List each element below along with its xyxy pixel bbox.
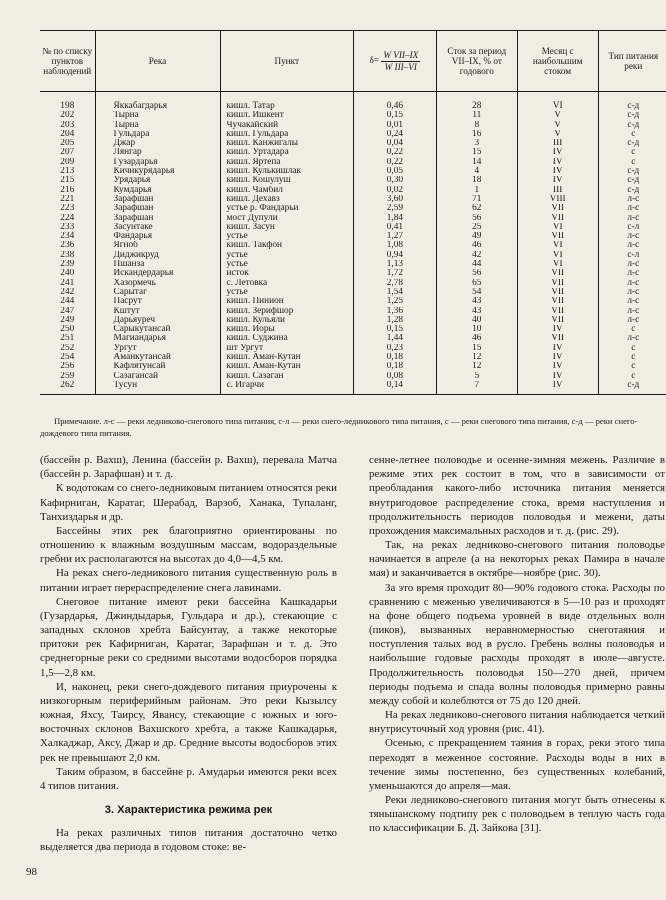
cell-station-number: 204: [60, 129, 75, 139]
cell-runoff: 65: [436, 279, 517, 288]
cell-type: л-с: [598, 316, 666, 325]
cell-river: Тусун: [95, 381, 220, 395]
cell-type: л-с: [598, 260, 666, 269]
cell-type: л-с: [598, 279, 666, 288]
cell-station-number: 262: [60, 380, 75, 390]
cell-month: IV: [517, 167, 598, 176]
table-row: [40, 204, 666, 213]
cell-river: Искандердарья: [95, 269, 220, 278]
cell-type: л-с: [598, 195, 666, 204]
cell-ratio: 0,23: [353, 344, 436, 353]
cell-runoff: 15: [436, 344, 517, 353]
cell-runoff: 46: [436, 241, 517, 250]
table-row: [40, 288, 666, 297]
cell-type: с: [598, 372, 666, 381]
table-row: [40, 334, 666, 343]
cell-river: Кафлятунсай: [95, 362, 220, 371]
cell-point: кишл. Зерифшор: [220, 307, 353, 316]
cell-month: IV: [517, 158, 598, 167]
cell-point: кишл. Сазаган: [220, 372, 353, 381]
cell-ratio: 1,08: [353, 241, 436, 250]
cell-station-number: 239: [60, 260, 75, 270]
table-row: [40, 186, 666, 195]
cell-point: кишл. Засун: [220, 223, 353, 232]
cell-runoff: 4: [436, 167, 517, 176]
cell-type: с-д: [598, 381, 666, 395]
cell-month: VII: [517, 269, 598, 278]
cell-runoff: 43: [436, 307, 517, 316]
cell-runoff: 46: [436, 334, 517, 343]
table-row: [40, 92, 666, 112]
cell-type: с-д: [598, 139, 666, 148]
cell-river: Ургут: [95, 344, 220, 353]
cell-runoff: 15: [436, 148, 517, 157]
cell-month: IV: [517, 344, 598, 353]
cell-point: Чучакайский: [220, 121, 353, 130]
cell-runoff: 18: [436, 176, 517, 185]
table-row: [40, 241, 666, 250]
table-body: [40, 92, 666, 395]
cell-point: мост Дупули: [220, 214, 353, 223]
cell-station-number: 249: [60, 315, 75, 325]
paragraph: сенне-летнее половодье и осенне-зимняя межень. Различие в режиме этих рек состоит в том, что в зависимости от преобладания какого-либо источника питания меняется внутригодовое распределение стока, время наступления и продолжительность периодов половодья и межени, даты прохождения максимальных расходов и т. д. (рис. 29).: [369, 454, 665, 537]
cell-station-number: 223: [60, 204, 75, 214]
cell-month: III: [517, 139, 598, 148]
cell-ratio: 0,30: [353, 176, 436, 185]
ratio-numerator: W VII–IX: [383, 50, 419, 61]
cell-runoff: 56: [436, 214, 517, 223]
cell-station-number: 251: [60, 334, 75, 344]
cell-station-number: 247: [60, 306, 75, 316]
table-row: [40, 353, 666, 362]
cell-river: Кумдарья: [95, 186, 220, 195]
table-row: [40, 325, 666, 334]
table-row: [40, 251, 666, 260]
cell-station-number: 224: [60, 213, 75, 223]
cell-point: устье р. Фандарьи: [220, 204, 353, 213]
cell-point: кишл. Кульяли: [220, 316, 353, 325]
cell-river: Кичикурядарья: [95, 167, 220, 176]
cell-type: л-с: [598, 204, 666, 213]
cell-ratio: 0,22: [353, 148, 436, 157]
cell-station-number: 238: [60, 250, 75, 260]
cell-river: Зарафшан: [95, 204, 220, 213]
cell-month: IV: [517, 381, 598, 395]
cell-type: л-с: [598, 307, 666, 316]
cell-month: IV: [517, 176, 598, 185]
cell-runoff: 14: [436, 158, 517, 167]
table-row: [40, 372, 666, 381]
cell-type: с: [598, 148, 666, 157]
cell-point: кишл. Аман-Кутан: [220, 362, 353, 371]
cell-point: кишл. Дехавз: [220, 195, 353, 204]
header-type: Тип питания реки: [598, 31, 666, 92]
cell-station-number: 213: [60, 167, 75, 177]
cell-month: IV: [517, 325, 598, 334]
cell-river: Сарытаг: [95, 288, 220, 297]
cell-type: с: [598, 325, 666, 334]
table-row: [40, 130, 666, 139]
cell-ratio: 1,13: [353, 260, 436, 269]
paragraph: Так, на реках ледниково-снегового питания половодье начинается в апреле (а на некоторых реках Памира в начале мая) и заканчивается в октябре—ноябре (рис. 30).: [369, 539, 665, 580]
table-row: [40, 344, 666, 353]
cell-river: Джар: [95, 139, 220, 148]
cell-runoff: 71: [436, 195, 517, 204]
cell-type: с-д: [598, 176, 666, 185]
cell-station-number: 209: [60, 157, 75, 167]
cell-month: IV: [517, 353, 598, 362]
cell-type: л-с: [598, 214, 666, 223]
cell-station-number: 242: [60, 287, 75, 297]
cell-ratio: 0,22: [353, 158, 436, 167]
paragraph: Снеговое питание имеют реки бассейна Кашкадарьи (Гузардарья, Джиндыдарья, Гульдара и др.), стекающие с западных склонов хребта Байсунтау, а также некоторые притоки рек Кафирниган, Каратаг, Зарафшан и т. д. Это среднегорные реки со средними высотами водосборов порядка 1,5—2,8 км.: [40, 595, 337, 679]
cell-month: VII: [517, 288, 598, 297]
page-number: 98: [26, 866, 37, 878]
cell-runoff: 25: [436, 223, 517, 232]
table-row: [40, 381, 666, 395]
header-point: Пункт: [220, 31, 353, 92]
cell-river: Дарьяуреч: [95, 316, 220, 325]
cell-type: с: [598, 353, 666, 362]
cell-station-number: 240: [60, 269, 75, 279]
cell-ratio: 1,72: [353, 269, 436, 278]
cell-river: Хазормечь: [95, 279, 220, 288]
cell-station-number: 221: [60, 194, 75, 204]
cell-ratio: 0,04: [353, 139, 436, 148]
cell-station-number: 234: [60, 232, 75, 242]
section-heading: 3. Характеристика режима рек: [104, 804, 273, 817]
cell-point: кишл. Яртепа: [220, 158, 353, 167]
cell-runoff: 28: [436, 92, 517, 112]
cell-runoff: 10: [436, 325, 517, 334]
cell-type: с-д: [598, 111, 666, 120]
cell-river: Фандарья: [95, 232, 220, 241]
table-row: [40, 260, 666, 269]
cell-station-number: 254: [60, 353, 75, 363]
cell-month: V: [517, 121, 598, 130]
paragraph: К водотокам со снего-ледниковым питанием относятся реки Кафирниган, Каратаг, Шерабад, Варзоб, Ханака, Тупаланг, Танхиздарья и др.: [40, 482, 337, 523]
table-footnote: Примечание. л-с — реки ледниково-снегового типа питания, с-л — реки снего-ледникового типа питания, с — реки снегового типа питания, с-д — реки снего-дождевого типа питания.: [40, 416, 638, 438]
paragraph: Реки ледниково-снегового питания могут быть отнесены к тяньшанскому подтипу рек с половодьем в теплую часть года по классификации Б. Д. Зайкова [31].: [369, 794, 665, 835]
cell-ratio: 2,59: [353, 204, 436, 213]
cell-point: кишл. Канжигалы: [220, 139, 353, 148]
paragraph: Осенью, с прекращением таяния в горах, реки этого типа переходят в меженное состояние. Расходы воды в них в течение зимы постепенно, без существенных колебаний, уменьшаются до апреля—мая.: [369, 737, 665, 792]
cell-point: кишл. Уртадара: [220, 148, 353, 157]
cell-river: Кштут: [95, 307, 220, 316]
cell-ratio: 2,78: [353, 279, 436, 288]
cell-ratio: 3,60: [353, 195, 436, 204]
table-row: [40, 307, 666, 316]
cell-ratio: 0,14: [353, 381, 436, 395]
cell-ratio: 0,08: [353, 372, 436, 381]
paragraph: (бассейн р. Вахш), Ленина (бассейн р. Вахш), перевала Матча (бассейн р. Зарафшан) и т. д.: [40, 454, 337, 481]
cell-type: с-л: [598, 251, 666, 260]
cell-station-number: 233: [60, 222, 75, 232]
cell-station-number: 216: [60, 185, 75, 195]
paragraph: На реках ледниково-снегового питания наблюдается четкий внутрисуточный ход уровня (рис. 41).: [369, 709, 665, 736]
table-row: [40, 167, 666, 176]
cell-point: кишл. Аман-Кутан: [220, 353, 353, 362]
cell-month: V: [517, 111, 598, 120]
cell-month: VI: [517, 260, 598, 269]
cell-ratio: 1,25: [353, 297, 436, 306]
cell-station-number: 205: [60, 139, 75, 149]
cell-runoff: 49: [436, 232, 517, 241]
cell-ratio: 0,01: [353, 121, 436, 130]
right-text-column: [369, 453, 665, 836]
cell-runoff: 44: [436, 260, 517, 269]
cell-ratio: 1,36: [353, 307, 436, 316]
table-row: [40, 139, 666, 148]
cell-river: Урядарья: [95, 176, 220, 185]
cell-point: кишл. Татар: [220, 92, 353, 112]
table-row: [40, 111, 666, 120]
table-row: [40, 158, 666, 167]
cell-point: шт Ургут: [220, 344, 353, 353]
table-header-row: [40, 31, 666, 92]
cell-ratio: 0,41: [353, 223, 436, 232]
cell-month: VII: [517, 297, 598, 306]
cell-type: с: [598, 344, 666, 353]
ratio-prefix: δ=: [369, 55, 380, 66]
cell-runoff: 12: [436, 353, 517, 362]
table-row: [40, 316, 666, 325]
cell-month: VI: [517, 241, 598, 250]
river-regime-table: [40, 30, 666, 395]
cell-station-number: 252: [60, 343, 75, 353]
header-month: Месяц с наибольшим стоком: [517, 31, 598, 92]
cell-station-number: 236: [60, 241, 75, 251]
cell-type: с-д: [598, 167, 666, 176]
cell-month: IV: [517, 362, 598, 371]
cell-month: VII: [517, 334, 598, 343]
cell-ratio: 0,94: [353, 251, 436, 260]
cell-type: л-с: [598, 297, 666, 306]
cell-ratio: 0,46: [353, 92, 436, 112]
cell-river: Сазагансай: [95, 372, 220, 381]
paragraph: На реках снего-ледникового питания существенную роль в питании играет перераспределение снега лавинами.: [40, 567, 337, 594]
cell-type: л-с: [598, 241, 666, 250]
cell-station-number: 259: [60, 371, 75, 381]
cell-ratio: 1,44: [353, 334, 436, 343]
cell-river: Ягноб: [95, 241, 220, 250]
cell-runoff: 5: [436, 372, 517, 381]
cell-ratio: 1,54: [353, 288, 436, 297]
cell-ratio: 1,84: [353, 214, 436, 223]
cell-type: с-д: [598, 186, 666, 195]
cell-ratio: 0,02: [353, 186, 436, 195]
cell-runoff: 62: [436, 204, 517, 213]
cell-ratio: 0,18: [353, 353, 436, 362]
cell-month: V: [517, 130, 598, 139]
cell-river: Зарафшан: [95, 214, 220, 223]
cell-runoff: 7: [436, 381, 517, 395]
header-station-number: № по списку пунктов наблюдений: [42, 45, 93, 77]
cell-ratio: 0,15: [353, 325, 436, 334]
cell-runoff: 11: [436, 111, 517, 120]
cell-river: Тырна: [95, 121, 220, 130]
cell-point: кишл. Такфон: [220, 241, 353, 250]
cell-ratio: 0,18: [353, 362, 436, 371]
paragraph: И, наконец, реки снего-дождевого питания приурочены к низкогорным периферийным районам. Это реки Кызылсу южная, Яхсу, Таирсу, Явансу, стекающие с южных и юго-восточных склонов Вахшского хребта, а также Кашкадарья, Халкаджар, Аксу, Джар и др. Средние высоты водосборов этих рек не превышают 2,0 км.: [40, 680, 337, 764]
cell-runoff: 8: [436, 121, 517, 130]
cell-type: с-д: [598, 121, 666, 130]
cell-river: Аманкутансай: [95, 353, 220, 362]
table-row: [40, 176, 666, 185]
cell-river: Гузардарья: [95, 158, 220, 167]
table-row: [40, 223, 666, 232]
cell-ratio: 0,05: [353, 167, 436, 176]
cell-point: устье: [220, 260, 353, 269]
cell-month: VII: [517, 279, 598, 288]
cell-point: кишл. Чамбил: [220, 186, 353, 195]
cell-station-number: 207: [60, 148, 75, 158]
cell-runoff: 40: [436, 316, 517, 325]
cell-station-number: 215: [60, 176, 75, 186]
cell-type: л-с: [598, 232, 666, 241]
paragraph: На реках различных типов питания достаточно четко выделяется два периода в годовом стоке: ве-: [40, 826, 337, 853]
cell-river: Засунтаке: [95, 223, 220, 232]
cell-month: VII: [517, 204, 598, 213]
paragraph: Таким образом, в бассейне р. Амударьи имеются реки всех 4 типов питания.: [40, 765, 337, 792]
cell-type: с: [598, 130, 666, 139]
cell-point: кишл. Иоры: [220, 325, 353, 334]
cell-month: VI: [517, 251, 598, 260]
cell-station-number: 198: [60, 101, 75, 111]
left-text-column: [40, 453, 337, 854]
cell-month: VII: [517, 316, 598, 325]
table-row: [40, 195, 666, 204]
table-row: [40, 279, 666, 288]
cell-point: кишл. Пинион: [220, 297, 353, 306]
cell-point: устье: [220, 232, 353, 241]
cell-runoff: 56: [436, 269, 517, 278]
table-row: [40, 362, 666, 371]
table-row: [40, 148, 666, 157]
cell-station-number: 202: [60, 111, 75, 121]
cell-river: Пасрут: [95, 297, 220, 306]
table-row: [40, 297, 666, 306]
cell-point: кишл. Гульдара: [220, 130, 353, 139]
cell-month: VII: [517, 214, 598, 223]
cell-station-number: 244: [60, 297, 75, 307]
cell-river: Сарыкутансай: [95, 325, 220, 334]
cell-type: л-с: [598, 269, 666, 278]
ratio-denominator: W III–VI: [384, 61, 417, 72]
cell-month: VII: [517, 307, 598, 316]
table-row: [40, 232, 666, 241]
cell-point: кишл. Кулькишлак: [220, 167, 353, 176]
cell-river: Магиандарья: [95, 334, 220, 343]
cell-month: VIII: [517, 195, 598, 204]
cell-runoff: 54: [436, 288, 517, 297]
cell-month: VI: [517, 92, 598, 112]
cell-station-number: 241: [60, 278, 75, 288]
cell-point: кишл. Суджина: [220, 334, 353, 343]
cell-station-number: 256: [60, 362, 75, 372]
cell-point: с. Летовка: [220, 279, 353, 288]
cell-runoff: 12: [436, 362, 517, 371]
cell-point: кишл. Кошулуш: [220, 176, 353, 185]
cell-ratio: 0,15: [353, 111, 436, 120]
cell-runoff: 42: [436, 251, 517, 260]
cell-river: Тырна: [95, 111, 220, 120]
cell-river: Пшанза: [95, 260, 220, 269]
paragraph: За это время проходит 80—90% годового стока. Расходы по сравнению с меженью увеличиваются в 5—10 раз и проходят на фоне общего подъема уровней в виде отдельных волн (пиков), вызванных неравномерностью снеготаяния и поступления талых вод в русло. Гребень волны половодья и наибольшие годовые расходы проходят в июле—августе. Продолжительность половодья 150—270 дней, причем периоды подъема и спада волны половодья примерно равны между собой и колеблются от 75 до 120 дней.: [369, 581, 665, 707]
cell-runoff: 3: [436, 139, 517, 148]
cell-river: Диджикруд: [95, 251, 220, 260]
paragraph: Бассейны этих рек благоприятно ориентированы по отношению к влажным воздушным массам, водораздельные гребни их располагаются на высотах до 4,0—4,5 км.: [40, 524, 337, 566]
cell-river: Гульдара: [95, 130, 220, 139]
header-ratio: [353, 31, 436, 92]
cell-station-number: 250: [60, 325, 75, 335]
cell-runoff: 43: [436, 297, 517, 306]
header-river: Река: [95, 31, 220, 92]
cell-month: VII: [517, 232, 598, 241]
cell-month: III: [517, 186, 598, 195]
table-row: [40, 269, 666, 278]
cell-point: устье: [220, 288, 353, 297]
cell-runoff: 16: [436, 130, 517, 139]
ratio-fraction: [381, 50, 420, 72]
cell-type: с: [598, 362, 666, 371]
cell-ratio: 1,28: [353, 316, 436, 325]
cell-type: л-с: [598, 288, 666, 297]
cell-river: Зарафшан: [95, 195, 220, 204]
table-row: [40, 214, 666, 223]
cell-month: IV: [517, 372, 598, 381]
cell-month: IV: [517, 148, 598, 157]
cell-type: с: [598, 158, 666, 167]
cell-river: Яккабагдарья: [95, 92, 220, 112]
cell-runoff: 1: [436, 186, 517, 195]
cell-station-number: 203: [60, 120, 75, 130]
cell-point: устье: [220, 251, 353, 260]
cell-river: Лянгар: [95, 148, 220, 157]
cell-type: с-л: [598, 223, 666, 232]
cell-ratio: 1,27: [353, 232, 436, 241]
cell-point: исток: [220, 269, 353, 278]
table-row: [40, 121, 666, 130]
header-runoff: Сток за период VII–IX, % от годового: [436, 31, 517, 92]
cell-point: кишл. Ишкент: [220, 111, 353, 120]
cell-ratio: 0,24: [353, 130, 436, 139]
cell-point: с. Игарчи: [220, 381, 353, 395]
cell-month: VI: [517, 223, 598, 232]
cell-type: л-с: [598, 334, 666, 343]
cell-type: с-д: [598, 92, 666, 112]
